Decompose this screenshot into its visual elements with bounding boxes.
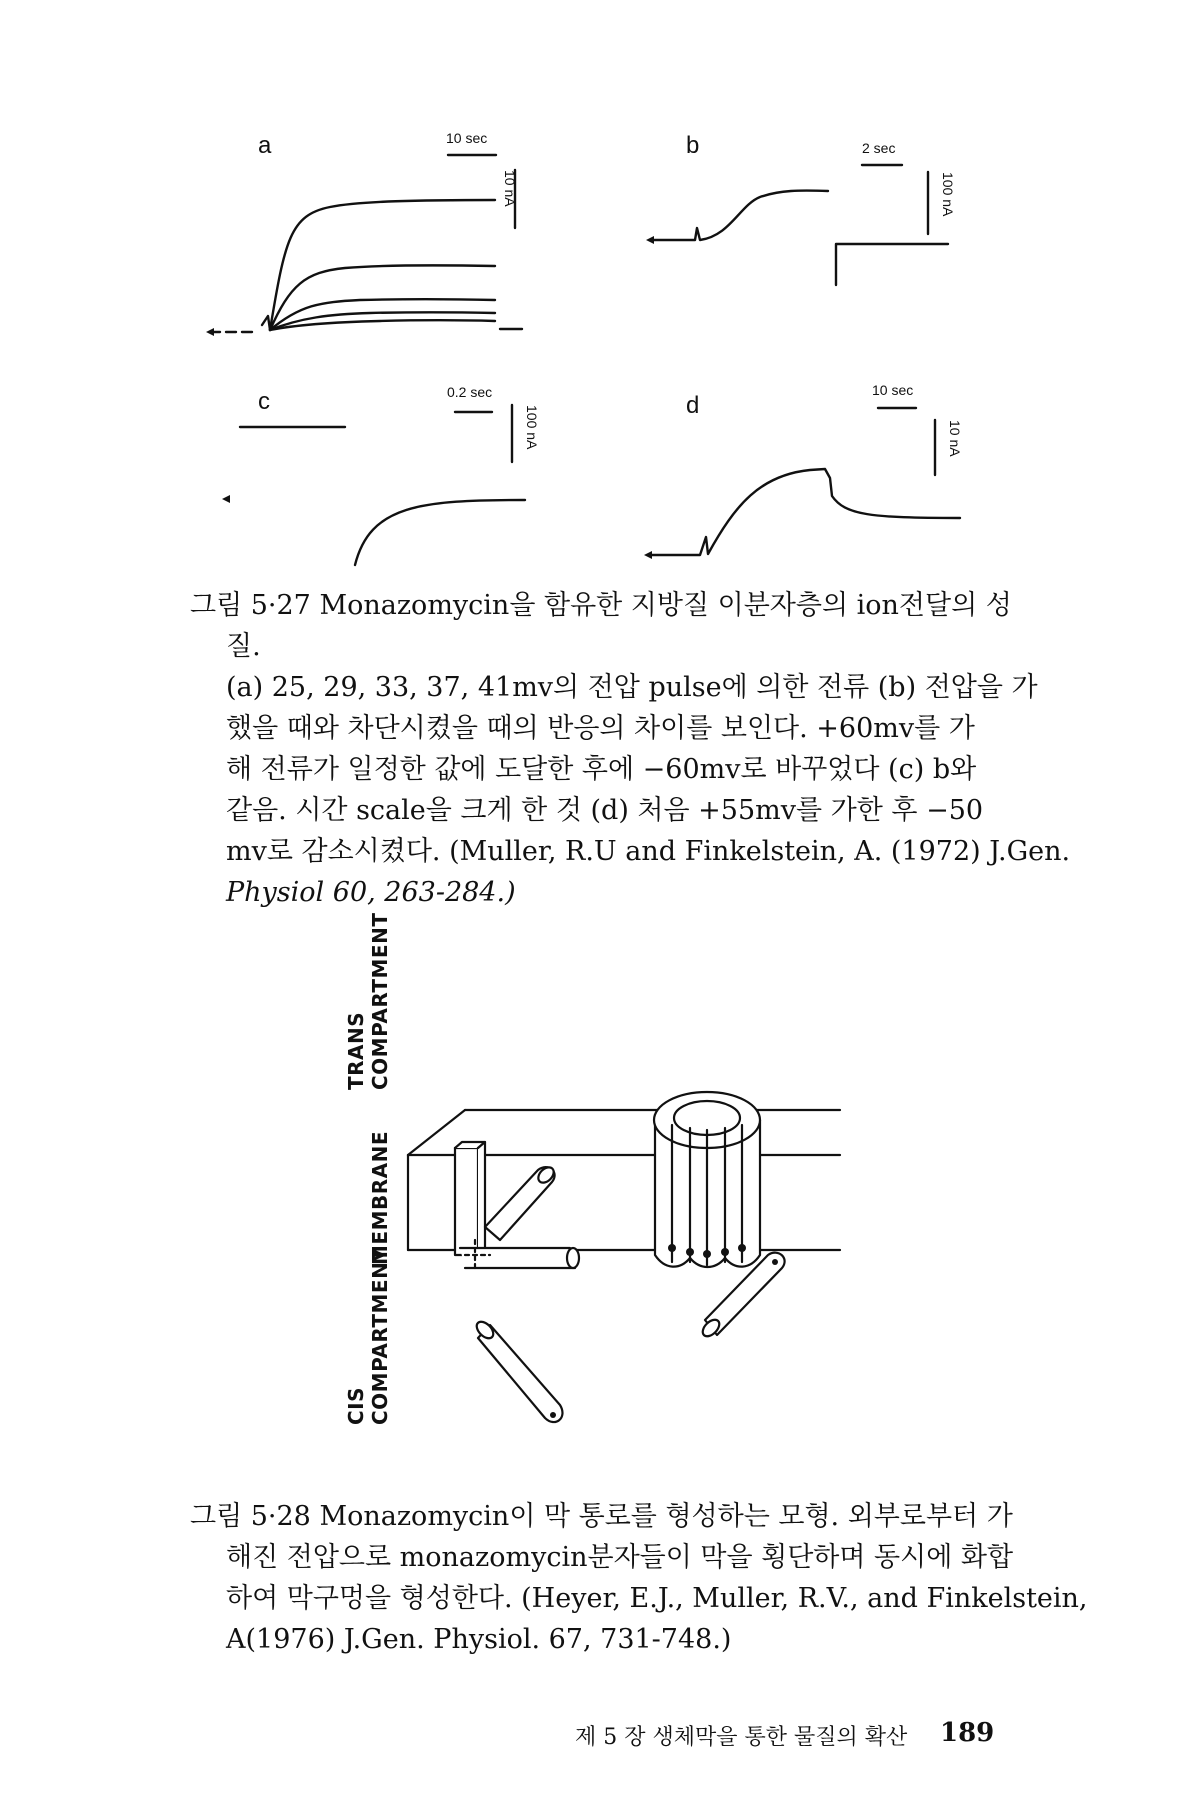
panel-c-label: c	[258, 388, 270, 415]
caption-5-27-line-2: 질.	[226, 631, 261, 662]
trans-compartment-line1: TRANS	[344, 1011, 368, 1090]
panel-d-current-scale: 10 nA	[947, 420, 963, 457]
footer-chapter-title: 제 5 장 생체막을 통한 물질의 확산	[575, 1725, 908, 1750]
caption-5-27-line-8: Physiol 60, 263-284.)	[226, 877, 516, 908]
caption-5-27-line-1: 그림 5·27 Monazomycin을 함유한 지방질 이분자층의 ion전달의 성	[190, 590, 1012, 621]
caption-5-27-line-4: 했을 때와 차단시켰을 때의 반응의 차이를 보인다. +60mv를 가	[226, 713, 975, 744]
caption-5-28-line-1: 그림 5·28 Monazomycin이 막 통로를 형성하는 모형. 외부로부터 가	[190, 1501, 1013, 1532]
caption-5-27-line-5: 해 전류가 일정한 값에 도달한 후에 −60mv로 바꾸었다 (c) b와	[226, 754, 977, 785]
panel-c-current-scale: 100 nA	[524, 405, 540, 450]
panel-a-time-scale: 10 sec	[446, 130, 488, 146]
panel-a-current-scale: 10 nA	[502, 170, 518, 207]
panel-b-current-scale: 100 nA	[940, 172, 956, 217]
caption-5-27-line-7: mv로 감소시켰다. (Muller, R.U and Finkelstein, A. (1972) J.Gen.	[226, 836, 1071, 867]
panel-b-time-scale: 2 sec	[862, 140, 896, 156]
caption-5-27-line-3: (a) 25, 29, 33, 37, 41mv의 전압 pulse에 의한 전류 (b) 전압을 가	[226, 672, 1038, 703]
caption-5-27-line-6: 같음. 시간 scale을 크게 한 것 (d) 처음 +55mv를 가한 후 −50	[226, 795, 984, 826]
caption-5-28-line-4: A(1976) J.Gen. Physiol. 67, 731-748.)	[226, 1624, 732, 1655]
panel-a-label: a	[258, 132, 272, 159]
caption-5-28-line-2: 해진 전압으로 monazomycin분자들이 막을 횡단하며 동시에 화합	[226, 1542, 1014, 1573]
panel-d-time-scale: 10 sec	[872, 382, 914, 398]
panel-c-time-scale: 0.2 sec	[447, 384, 493, 400]
cis-compartment-line2: COMPARTMENT	[368, 1247, 392, 1425]
membrane-label: MEMBRANE	[368, 1131, 392, 1265]
panel-b-label: b	[686, 132, 700, 159]
panel-d-label: d	[686, 392, 700, 419]
ion-channel-barrel	[654, 1092, 760, 1267]
tilted-molecule-in-membrane	[485, 1164, 557, 1240]
caption-5-28-line-3: 하여 막구멍을 형성한다. (Heyer, E.J., Muller, R.V., and Finkelstein,	[226, 1583, 1088, 1614]
cis-compartment-line1: CIS	[344, 1386, 368, 1425]
trans-compartment-line2: COMPARTMENT	[368, 912, 392, 1090]
free-molecule-left	[474, 1319, 563, 1422]
footer-page-number: 189	[940, 1718, 995, 1748]
